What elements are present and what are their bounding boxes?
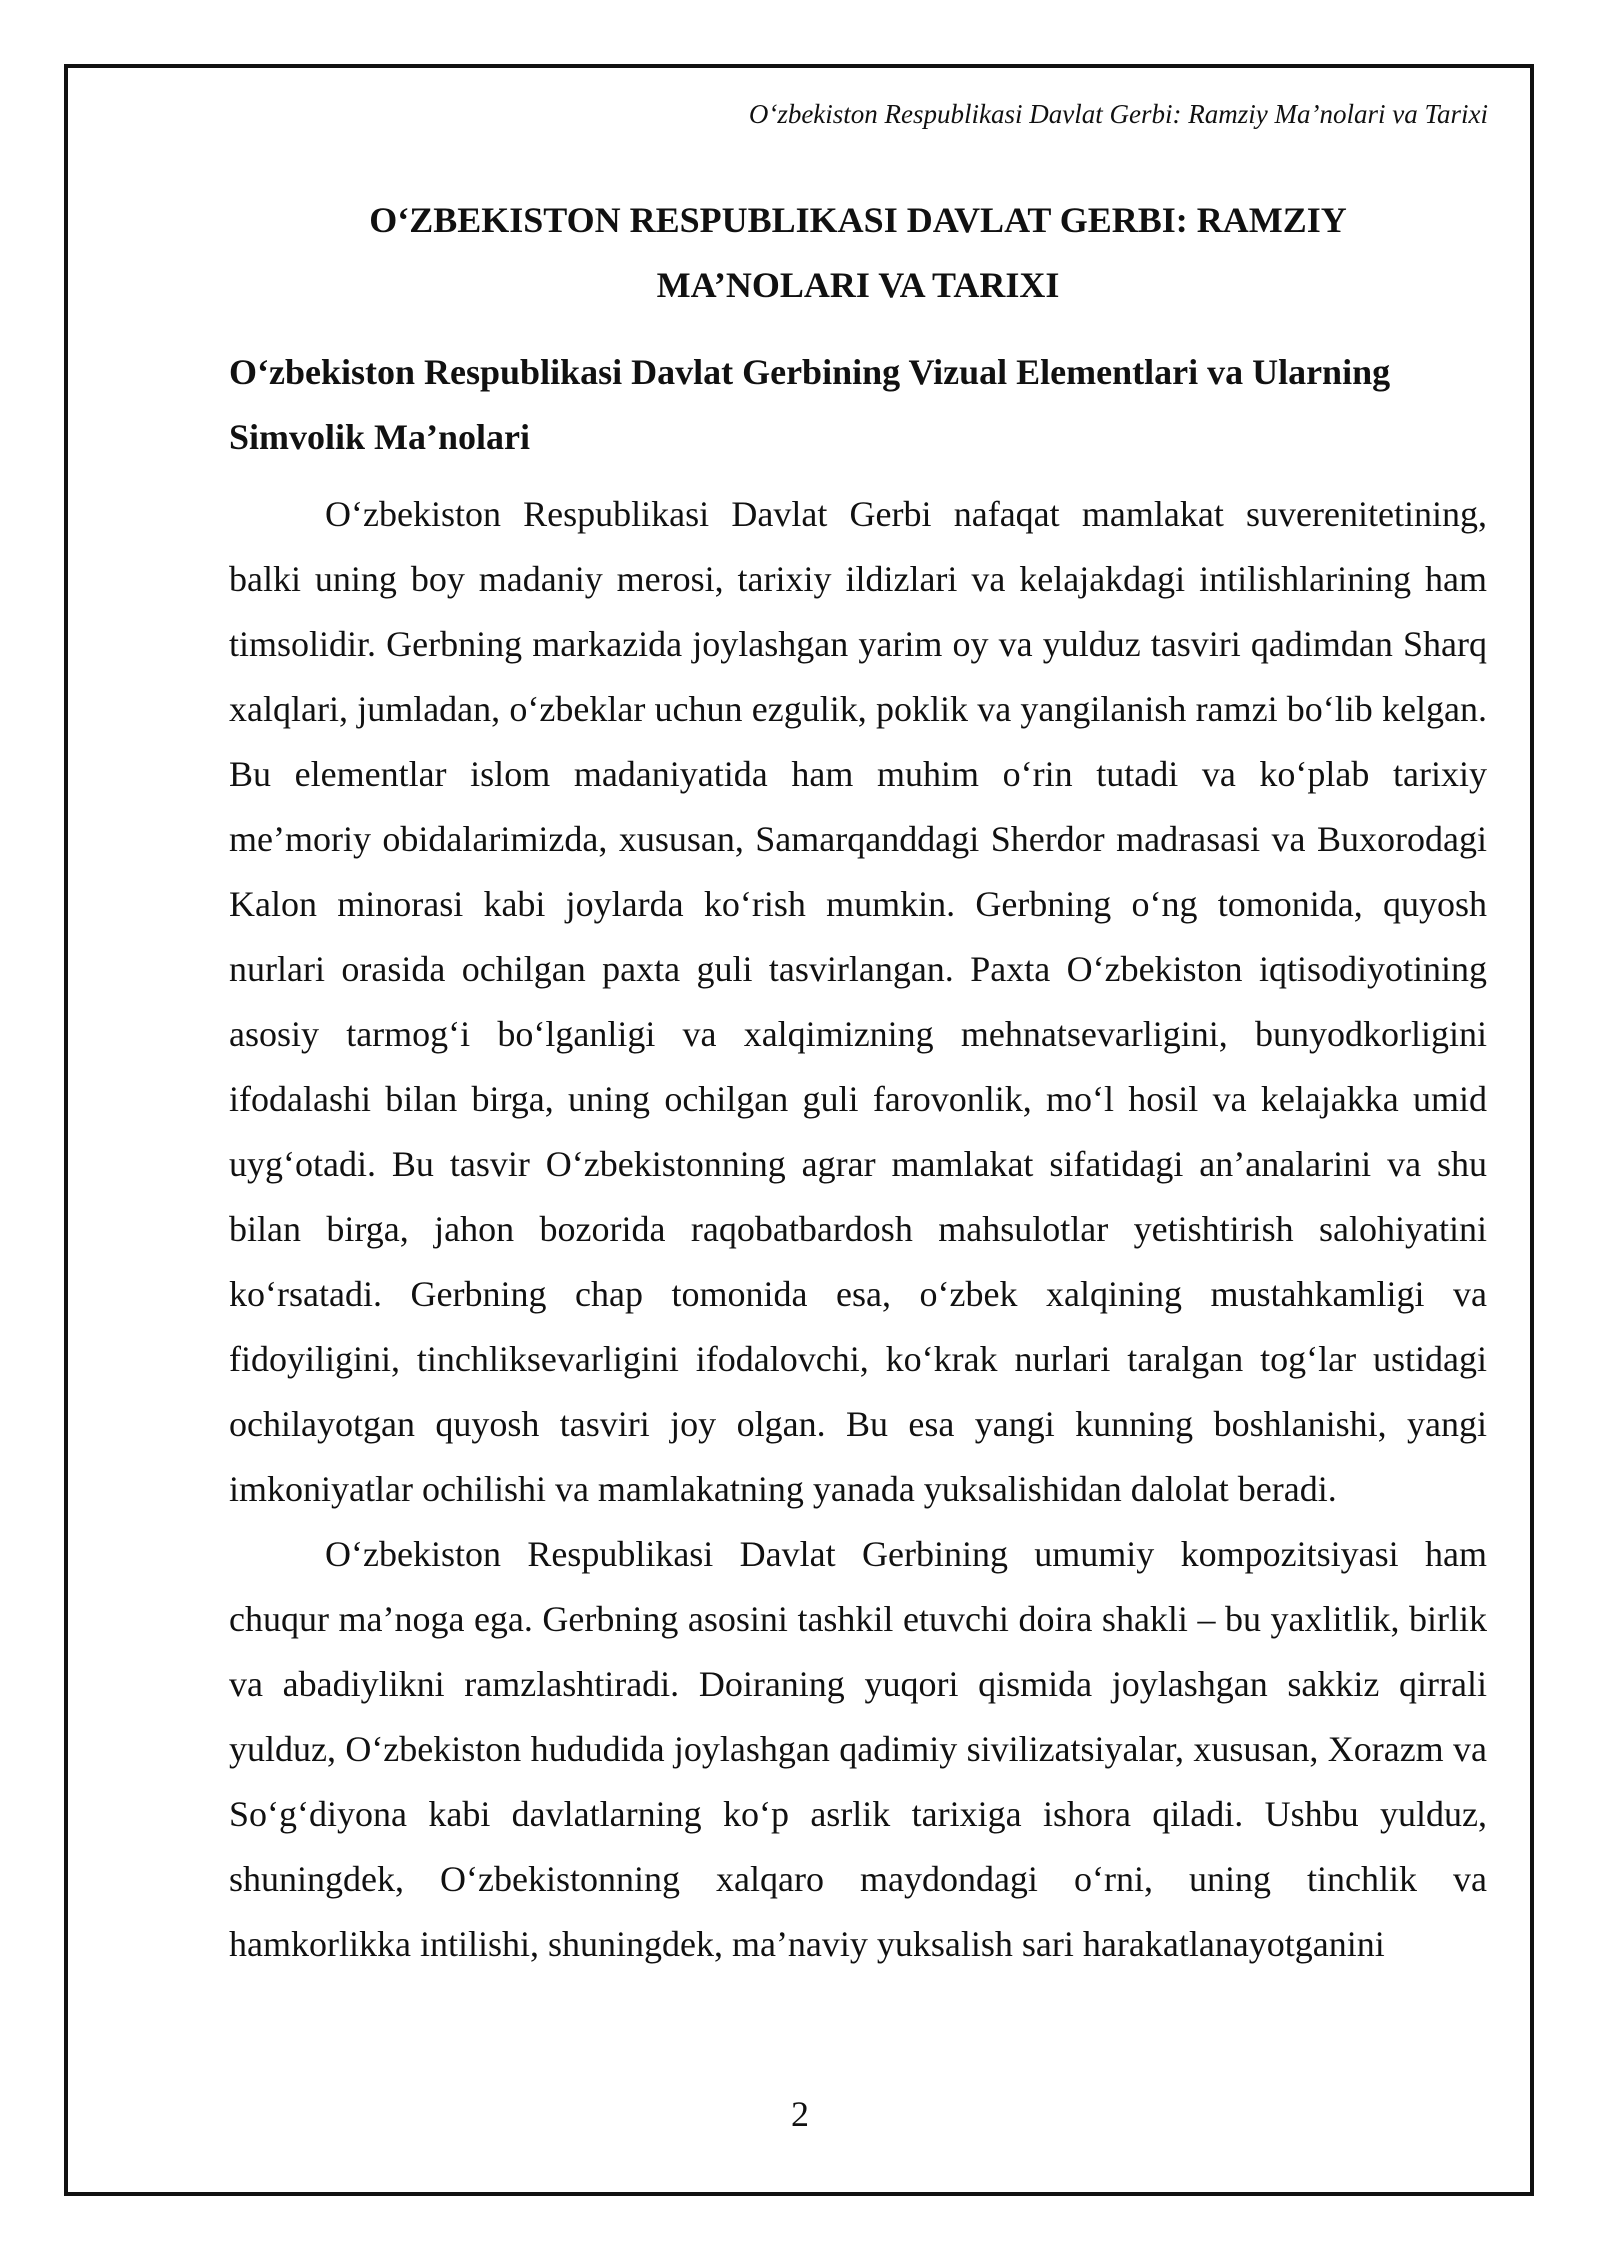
document-body (229, 188, 1487, 1977)
page-number: 2 (791, 2094, 809, 2134)
body-paragraph-1: O‘zbekiston Respublikasi Davlat Gerbi nafaqat mamlakat suverenitetining, balki uning boy madaniy merosi, tarixiy ildizlari va kelajakdagi intilishlarining ham timsolidir. Gerbning markazida joylashgan yarim oy va yulduz tasviri qadimdan Sharq xalqlari, jumladan, o‘zbeklar uchun ezgulik, poklik va yangilanish ramzi bo‘lib kelgan. Bu elementlar islom madaniyatida ham muhim o‘rin tutadi va ko‘plab tarixiy me’moriy obidalarimizda, xususan, Samarqanddagi Sherdor madrasasi va Buxorodagi Kalon minorasi kabi joylarda ko‘rish mumkin. Gerbning o‘ng tomonida, quyosh nurlari orasida ochilgan paxta guli tasvirlangan. Paxta O‘zbekiston iqtisodiyotining asosiy tarmog‘i bo‘lganligi va xalqimizning mehnatsevarligini, bunyodkorligini ifodalashi bilan birga, uning ochilgan guli farovonlik, mo‘l hosil va kelajakka umid uyg‘otadi. Bu tasvir O‘zbekistonning agrar mamlakat sifatidagi an’analarini va shu bilan birga, jahon bozorida raqobatbardosh mahsulotlar yetishtirish salohiyatini ko‘rsatadi. Gerbning chap tomonida esa, o‘zbek xalqining mustahkamligi va fidoyiligini, tinchliksevarligini ifodalovchi, ko‘krak nurlari taralgan tog‘lar ustidagi ochilayotgan quyosh tasviri joy olgan. Bu esa yangi kunning boshlanishi, yangi imkoniyatlar ochilishi va mamlakatning yanada yuksalishidan dalolat beradi. (229, 494, 1487, 1509)
document-title-line-1: O‘ZBEKISTON RESPUBLIKASI DAVLAT GERBI: RAMZIY (369, 200, 1347, 240)
section-heading: O‘zbekiston Respublikasi Davlat Gerbining Vizual Elementlari va Ularning Simvolik Ma’nolari (229, 352, 1391, 457)
body-paragraph-2: O‘zbekiston Respublikasi Davlat Gerbining umumiy kompozitsiyasi ham chuqur ma’noga ega. Gerbning asosini tashkil etuvchi doira shakli – bu yaxlitlik, birlik va abadiylikni ramzlashtiradi. Doiraning yuqori qismida joylashgan sakkiz qirrali yulduz, O‘zbekiston hududida joylashgan qadimiy sivilizatsiyalar, xususan, Xorazm va So‘g‘diyona kabi davlatlarning ko‘p asrlik tarixiga ishora qiladi. Ushbu yulduz, shuningdek, O‘zbekistonning xalqaro maydondagi o‘rni, uning tinchlik va hamkorlikka intilishi, shuningdek, ma’naviy yuksalish sari harakatlanayotganini (229, 1534, 1487, 1964)
running-header: O‘zbekiston Respublikasi Davlat Gerbi: Ramziy Ma’nolari va Tarixi (748, 99, 1488, 129)
document-title (229, 188, 1487, 318)
document-title-line-2: MA’NOLARI VA TARIXI (656, 265, 1060, 305)
